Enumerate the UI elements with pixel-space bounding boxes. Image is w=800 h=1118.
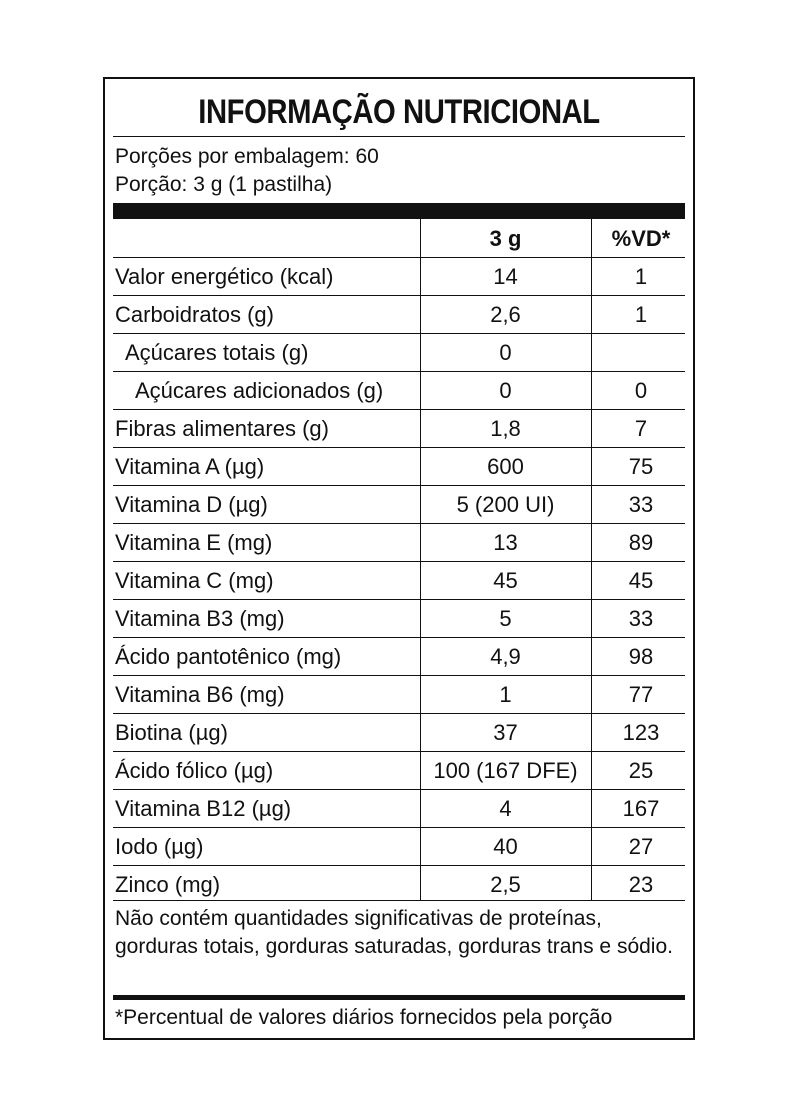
nutrient-label: Vitamina E (mg) [115, 530, 273, 555]
nutrient-amount: 5 (200 UI) [456, 492, 555, 517]
nutrient-label: Zinco (mg) [115, 872, 221, 897]
table-row [113, 371, 685, 409]
header-thick-bar [113, 203, 685, 219]
table-row [113, 257, 685, 295]
nutrient-amount: 4 [499, 796, 512, 821]
nutrient-daily-value: 33 [628, 606, 654, 631]
table-row [113, 561, 685, 599]
nutrient-daily-value: 25 [628, 758, 654, 783]
nutrient-label: Açúcares adicionados (g) [135, 378, 384, 403]
table-header-row [113, 219, 685, 257]
nutrient-amount: 13 [493, 530, 518, 555]
nutrient-daily-value: 23 [628, 872, 654, 897]
nutrient-amount: 4,9 [490, 644, 521, 669]
nutrient-label: Vitamina B12 (µg) [115, 796, 292, 821]
nutrient-label: Carboidratos (g) [115, 302, 274, 327]
table-row [113, 295, 685, 333]
table-row [113, 675, 685, 713]
nutrient-label: Iodo (µg) [115, 834, 204, 859]
nutrient-amount: 100 (167 DFE) [433, 758, 578, 783]
nutrient-daily-value: 7 [634, 416, 648, 441]
nutrient-label: Ácido fólico (µg) [115, 758, 274, 783]
nutrient-label: Açúcares totais (g) [125, 340, 309, 365]
nutrient-daily-value: 123 [622, 720, 660, 745]
table-row [113, 409, 685, 447]
nutrient-amount: 2,5 [490, 872, 521, 897]
nutrient-amount: 1,8 [490, 416, 521, 441]
panel-title: INFORMAÇÃO NUTRICIONAL [198, 93, 600, 131]
table-row [113, 447, 685, 485]
table-row [113, 523, 685, 561]
nutrient-amount: 45 [493, 568, 518, 593]
table-row [113, 827, 685, 865]
table-bottom-line [113, 900, 685, 901]
nutrient-daily-value: 89 [628, 530, 654, 555]
nutrient-amount: 5 [499, 606, 512, 631]
header-row-divider [113, 257, 685, 258]
column-header-amount: 3 g [489, 226, 522, 251]
nutrient-label: Valor energético (kcal) [115, 264, 334, 289]
nutrient-daily-value: 98 [628, 644, 654, 669]
table-row [113, 751, 685, 789]
column-header-dv: %VD* [611, 226, 671, 251]
daily-value-legend: *Percentual de valores diários fornecidos pela porção [115, 1006, 613, 1029]
table-row [113, 485, 685, 523]
nutrient-amount: 2,6 [490, 302, 521, 327]
nutrient-daily-value [591, 333, 691, 371]
nutrient-label: Vitamina D (µg) [115, 492, 268, 517]
nutrient-label: Vitamina B3 (mg) [115, 606, 285, 631]
nutrient-amount: 0 [499, 378, 512, 403]
nutrient-label: Vitamina B6 (mg) [115, 682, 285, 707]
nutrient-amount: 37 [493, 720, 518, 745]
nutrient-daily-value: 1 [634, 264, 648, 289]
table-row [113, 713, 685, 751]
table-row [113, 599, 685, 637]
legend-divider-bar [113, 995, 685, 1000]
nutrient-daily-value: 77 [628, 682, 654, 707]
not-significant-note: Não contém quantidades significativas de proteínas, gorduras totais, gorduras saturadas, gorduras trans e sódio. [115, 907, 673, 958]
nutrient-label: Ácido pantotênico (mg) [115, 644, 342, 669]
nutrient-amount: 600 [487, 454, 524, 479]
nutrient-daily-value: 75 [628, 454, 654, 479]
table-row [113, 789, 685, 827]
nutrient-label: Fibras alimentares (g) [115, 416, 329, 441]
nutrient-amount: 1 [499, 682, 512, 707]
table-row [113, 637, 685, 675]
nutrient-amount: 40 [493, 834, 518, 859]
nutrition-facts-panel [103, 77, 695, 1040]
nutrient-daily-value: 167 [622, 796, 660, 821]
nutrient-daily-value: 33 [628, 492, 654, 517]
nutrient-daily-value: 1 [634, 302, 648, 327]
nutrient-daily-value: 45 [628, 568, 654, 593]
nutrient-daily-value: 27 [628, 834, 654, 859]
portion-size: Porção: 3 g (1 pastilha) [115, 173, 333, 196]
table-row [113, 865, 685, 903]
servings-per-package: Porções por embalagem: 60 [115, 145, 379, 168]
nutrient-amount: 14 [493, 264, 518, 289]
nutrient-daily-value: 0 [634, 378, 648, 403]
nutrient-amount: 0 [499, 340, 512, 365]
nutrient-label: Vitamina C (mg) [115, 568, 274, 593]
nutrient-label: Vitamina A (µg) [115, 454, 265, 479]
nutrient-label: Biotina (µg) [115, 720, 228, 745]
title-divider [113, 136, 685, 137]
table-row [113, 333, 685, 371]
